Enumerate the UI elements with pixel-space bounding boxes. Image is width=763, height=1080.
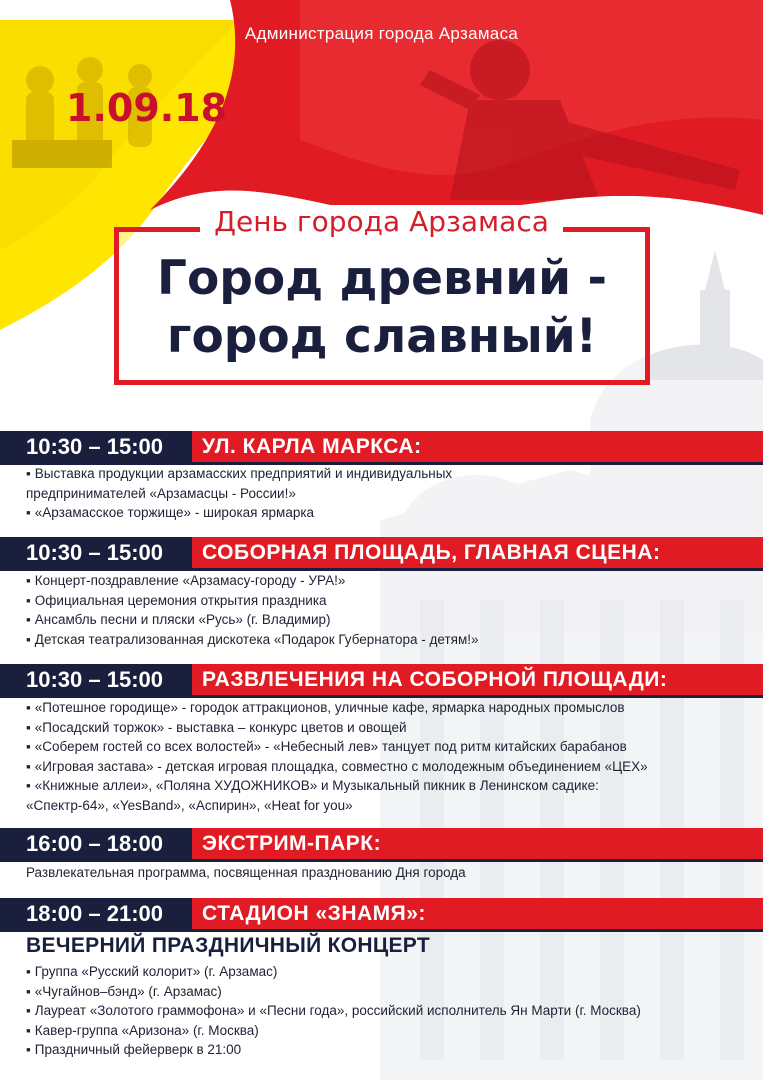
section-items [26,464,746,523]
section-title: СОБОРНАЯ ПЛОЩАДЬ, ГЛАВНАЯ СЦЕНА: [202,541,661,564]
list-item: ▪ Праздничный фейерверк в 21:00 [26,1040,746,1060]
section-items [26,571,746,649]
main-title-line-2: город славный! [166,309,598,364]
list-item: ▪ Детская театрализованная дискотека «Подарок Губернатора - детям!» [26,630,746,650]
section-time: 18:00 – 21:00 [0,898,192,929]
concert-heading: ВЕЧЕРНИЙ ПРАЗДНИЧНЫЙ КОНЦЕРТ [26,934,430,957]
section-text: Развлекательная программа, посвященная празднованию Дня города [26,865,466,880]
section-title: УЛ. КАРЛА МАРКСА: [202,435,422,458]
list-item: ▪ Официальная церемония открытия праздника [26,591,746,611]
list-item: ▪ Кавер-группа «Аризона» (г. Москва) [26,1021,746,1041]
section-time: 10:30 – 15:00 [0,537,192,568]
section-bar [0,537,763,568]
list-item: ▪ «Книжные аллеи», «Поляна ХУДОЖНИКОВ» и Музыкальный пикник в Ленинском садике: [26,776,746,796]
event-date: 1.09.18 [66,86,228,130]
section-bar [0,828,763,859]
section-time: 16:00 – 18:00 [0,828,192,859]
list-item: ▪ «Арзамасское торжище» - широкая ярмарка [26,503,746,523]
list-item: ▪ «Потешное городище» - городок аттракционов, уличные кафе, ярмарка народных промыслов [26,698,746,718]
list-item: ▪ Выставка продукции арзамасских предприятий и индивидуальных [26,464,746,484]
section-time: 10:30 – 15:00 [0,431,192,462]
section-items [26,962,746,1060]
list-item: ▪ Группа «Русский колорит» (г. Арзамас) [26,962,746,982]
section-time: 10:30 – 15:00 [0,664,192,695]
list-item: ▪ «Посадский торжок» - выставка – конкурс цветов и овощей [26,718,746,738]
list-item: ▪ «Чугайнов–бэнд» (г. Арзамас) [26,982,746,1002]
list-item-continued: предпринимателей «Арзамасцы - России!» [26,485,296,501]
section-title: РАЗВЛЕЧЕНИЯ НА СОБОРНОЙ ПЛОЩАДИ: [202,668,668,691]
section-title: ЭКСТРИМ-ПАРК: [202,832,382,855]
list-item: ▪ Лауреат «Золотого граммофона» и «Песни года», российский исполнитель Ян Марти (г. Москва) [26,1001,746,1021]
main-title-line-1: Город древний - [157,251,607,306]
list-item: ▪ «Соберем гостей со всех волостей» - «Небесный лев» танцует под ритм китайских барабанов [26,737,746,757]
organization-label: Администрация города Арзамаса [244,24,519,43]
list-item-continued: «Спектр-64», «YesBand», «Аспирин», «Heat for you» [26,797,353,813]
section-bar [0,898,763,929]
event-subtitle: День города Арзамаса [0,205,763,238]
list-item: ▪ «Игровая застава» - детская игровая площадка, совместно с молодежным объединением «ЦЕХ» [26,757,746,777]
main-title [114,250,650,366]
section-items [26,698,746,815]
section-title: СТАДИОН «ЗНАМЯ»: [202,902,426,925]
section-bar [0,431,763,462]
list-item: ▪ Концерт-поздравление «Арзамасу-городу - УРА!» [26,571,746,591]
list-item: ▪ Ансамбль песни и пляски «Русь» (г. Владимир) [26,610,746,630]
section-bar [0,664,763,695]
